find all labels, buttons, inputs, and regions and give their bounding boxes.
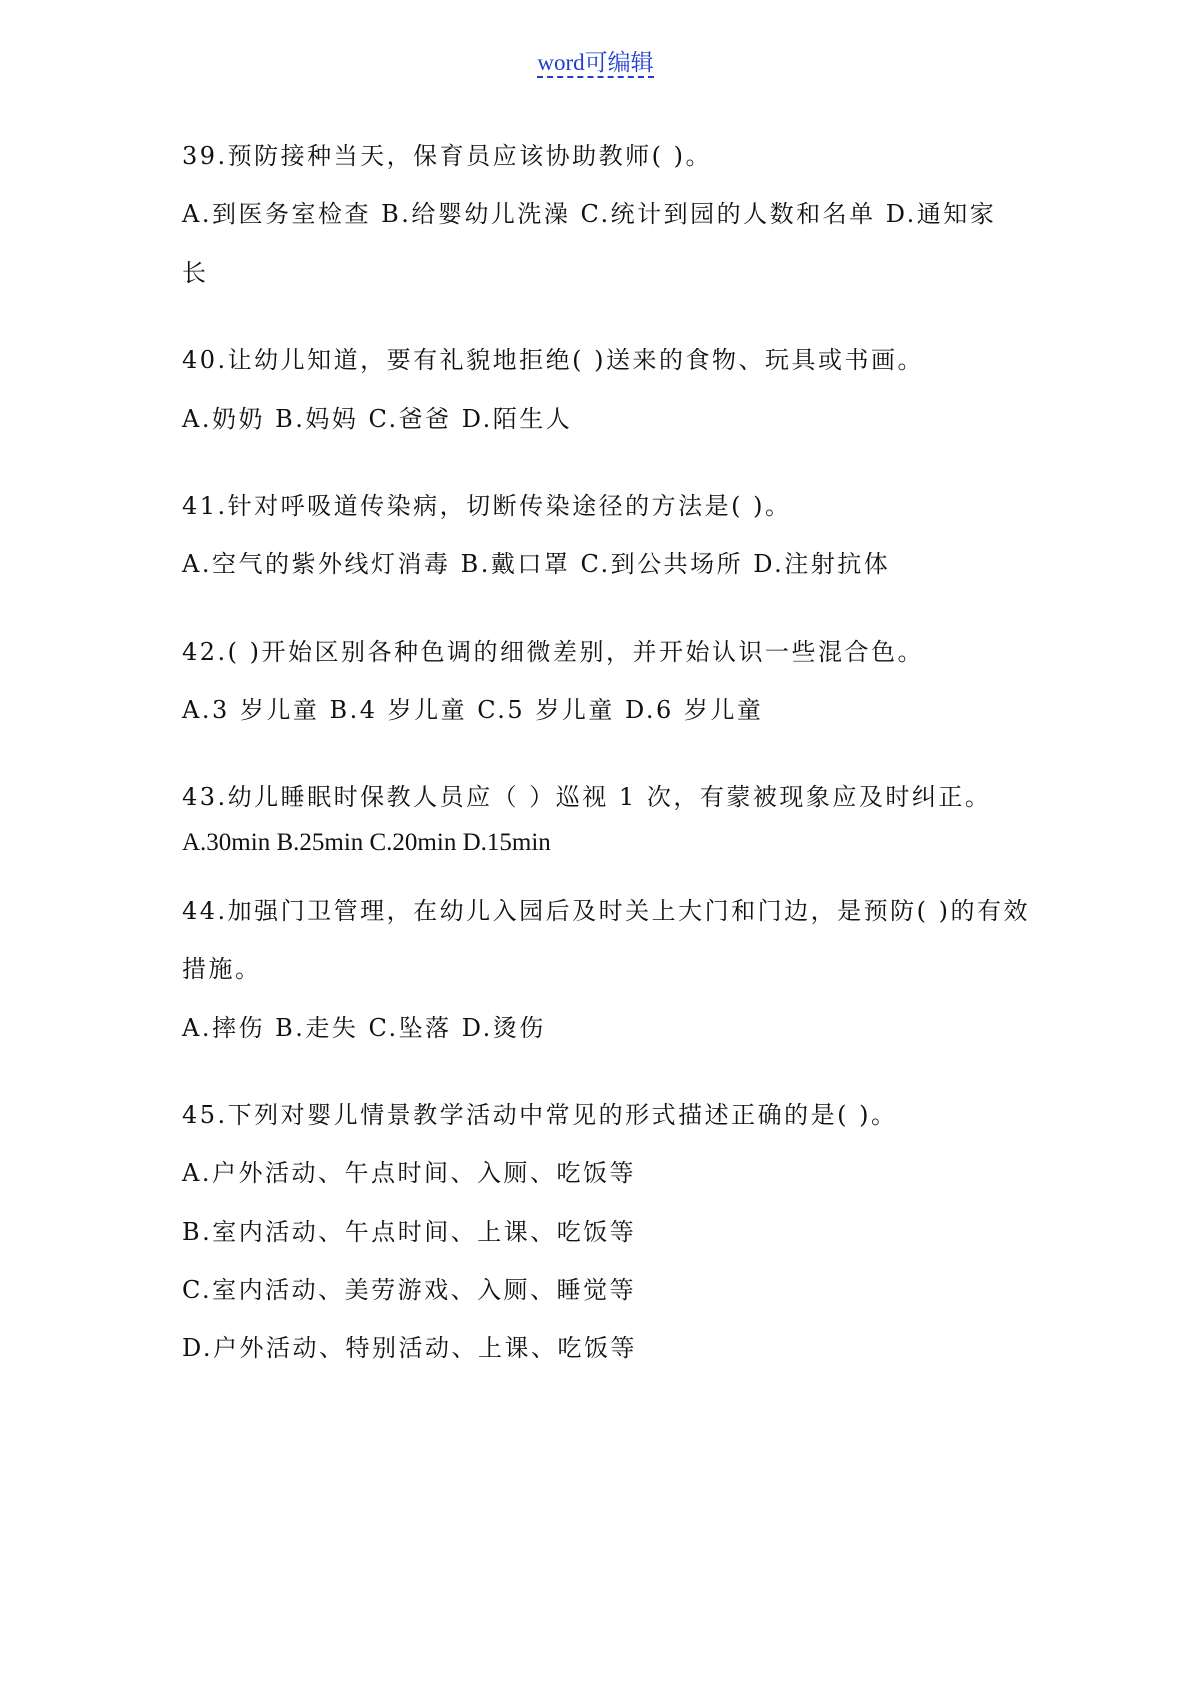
question-44-cont: 措施。 xyxy=(182,955,262,983)
question-44: 44.加强门卫管理，在幼儿入园后及时关上大门和门边，是预防( )的有效 xyxy=(182,897,1031,925)
question-40-options: A.奶奶 B.妈妈 C.爸爸 D.陌生人 xyxy=(182,405,573,433)
question-43-options: A.30min B.25min C.20min D.15min xyxy=(182,829,551,856)
question-45-option-a: A.户外活动、午点时间、入厕、吃饭等 xyxy=(182,1159,636,1187)
question-39: 39.预防接种当天，保育员应该协助教师( )。 xyxy=(182,142,713,170)
question-40: 40.让幼儿知道，要有礼貌地拒绝( )送来的食物、玩具或书画。 xyxy=(182,346,925,374)
question-41: 41.针对呼吸道传染病，切断传染途径的方法是( )。 xyxy=(182,492,792,520)
question-42: 42.( )开始区别各种色调的细微差别，并开始认识一些混合色。 xyxy=(182,638,925,666)
question-39-options: A.到医务室检查 B.给婴幼儿洗澡 C.统计到园的人数和名单 D.通知家 xyxy=(182,200,997,228)
question-43: 43.幼儿睡眠时保教人员应（ ）巡视 1 次，有蒙被现象应及时纠正。 xyxy=(182,783,992,811)
question-45-option-d: D.户外活动、特别活动、上课、吃饭等 xyxy=(182,1334,638,1362)
header-link[interactable]: word可编辑 xyxy=(537,50,653,78)
question-45: 45.下列对婴儿情景教学活动中常见的形式描述正确的是( )。 xyxy=(182,1101,898,1129)
question-42-options: A.3 岁儿童 B.4 岁儿童 C.5 岁儿童 D.6 岁儿童 xyxy=(182,696,764,724)
question-39-options-cont: 长 xyxy=(182,259,209,287)
question-45-option-b: B.室内活动、午点时间、上课、吃饭等 xyxy=(182,1218,637,1246)
page-header xyxy=(0,44,1191,77)
question-45-option-c: C.室内活动、美劳游戏、入厕、睡觉等 xyxy=(182,1276,637,1304)
question-44-options: A.摔伤 B.走失 C.坠落 D.烫伤 xyxy=(182,1014,546,1042)
question-41-options: A.空气的紫外线灯消毒 B.戴口罩 C.到公共场所 D.注射抗体 xyxy=(182,550,891,578)
